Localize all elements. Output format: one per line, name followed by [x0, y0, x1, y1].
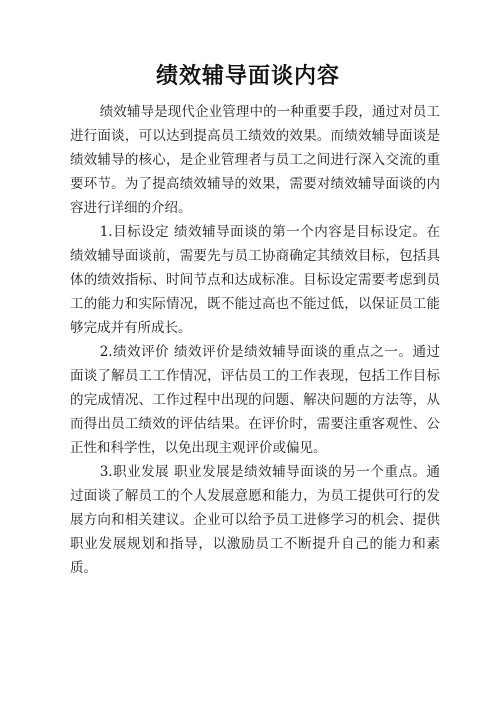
document-body [70, 100, 440, 580]
paragraph-career-development: 3.职业发展 职业发展是绩效辅导面谈的另一个重点。通过面谈了解员工的个人发展意愿和能力，为员工提供可行的发展方向和相关建议。企业可以给予员工进修学习的机会、提供职业发展规划和指导，以激励员工不断提升自己的能力和素质。 [70, 464, 440, 576]
document-title: 绩效辅导面谈内容 [155, 64, 340, 89]
paragraph-intro: 绩效辅导是现代企业管理中的一种重要手段，通过对员工进行面谈，可以达到提高员工绩效的效果。而绩效辅导面谈是绩效辅导的核心，是企业管理者与员工之间进行深入交流的重要环节。为了提高绩效辅导的效果，需要对绩效辅导面谈的内容进行详细的介绍。 [70, 104, 440, 216]
paragraph-performance-evaluation: 2.绩效评价 绩效评价是绩效辅导面谈的重点之一。通过面谈了解员工工作情况，评估员工的工作表现，包括工作目标的完成情况、工作过程中出现的问题、解决问题的方法等，从而得出员工绩效的评估结果。在评价时，需要注重客观性、公正性和科学性，以免出现主观评价或偏见。 [70, 344, 440, 456]
paragraph-goal-setting: 1.目标设定 绩效辅导面谈的第一个内容是目标设定。在绩效辅导面谈前，需要先与员工协商确定其绩效目标，包括具体的绩效指标、时间节点和达成标准。目标设定需要考虑到员工的能力和实际情况，既不能过高也不能过低，以保证员工能够完成并有所成长。 [70, 224, 440, 336]
